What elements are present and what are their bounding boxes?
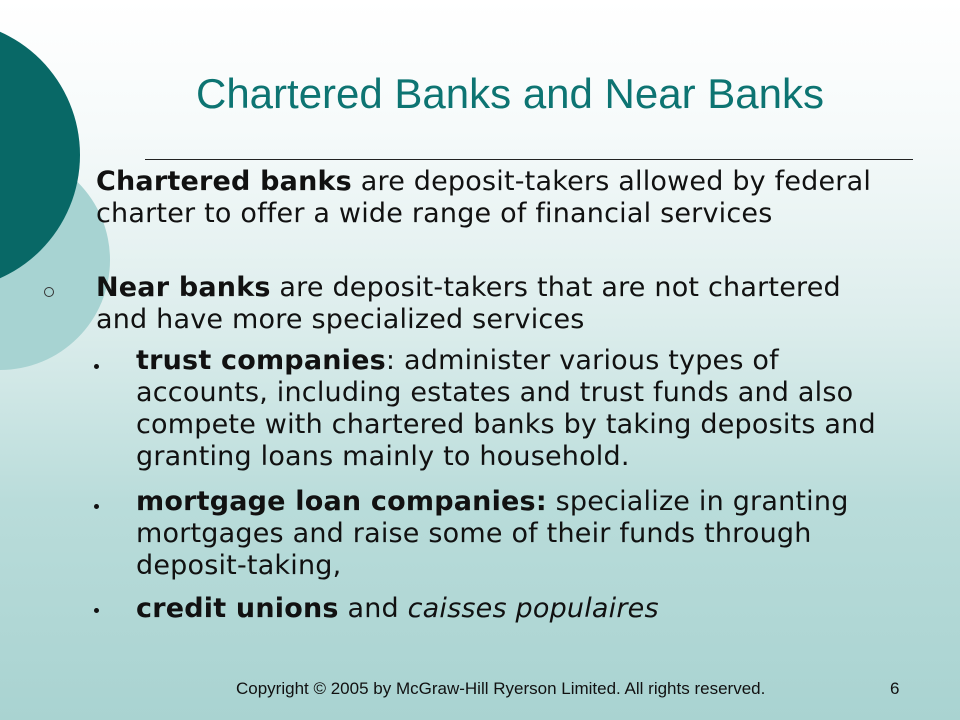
footer-copyright: Copyright © 2005 by McGraw-Hill Ryerson Limited. All rights reserved. <box>236 679 766 698</box>
page-number: 6 <box>890 679 900 698</box>
bullet-chartered-banks <box>96 166 876 230</box>
subbullet-text: specialize in granting mortgages and raise some of their funds through deposit-taking, <box>136 486 849 581</box>
subbullet-text: and <box>338 593 408 624</box>
subbullet-mortgage-loan-companies <box>136 486 926 582</box>
subbullet-term: mortgage loan companies: <box>136 486 547 517</box>
bullet-near-banks <box>96 272 876 336</box>
bullet-text: are deposit-takers that are not chartered and have more specialized services <box>96 272 841 335</box>
bullet-text: are deposit-takers allowed by federal charter to offer a wide range of financial services <box>96 166 872 229</box>
subbullet-text: : administer various types of accounts, including estates and trust funds and also compete with chartered banks by taking deposits and granting loans mainly to household. <box>136 345 876 472</box>
subbullet-credit-unions <box>136 593 916 625</box>
subbullet-term: credit unions <box>136 593 339 624</box>
slide-title: Chartered Banks and Near Banks <box>195 70 824 117</box>
subbullet-trust-companies <box>136 345 916 473</box>
subbullet-italic-term: caisses populaires <box>407 593 659 624</box>
dot-bullet-icon <box>94 608 99 613</box>
dot-bullet-icon <box>94 504 99 509</box>
bullet-term: Near banks <box>96 272 271 303</box>
subbullet-term: trust companies <box>136 345 386 376</box>
hollow-circle-bullet-icon <box>44 287 54 297</box>
bullet-term: Chartered banks <box>96 166 352 197</box>
dot-bullet-icon <box>94 364 99 369</box>
